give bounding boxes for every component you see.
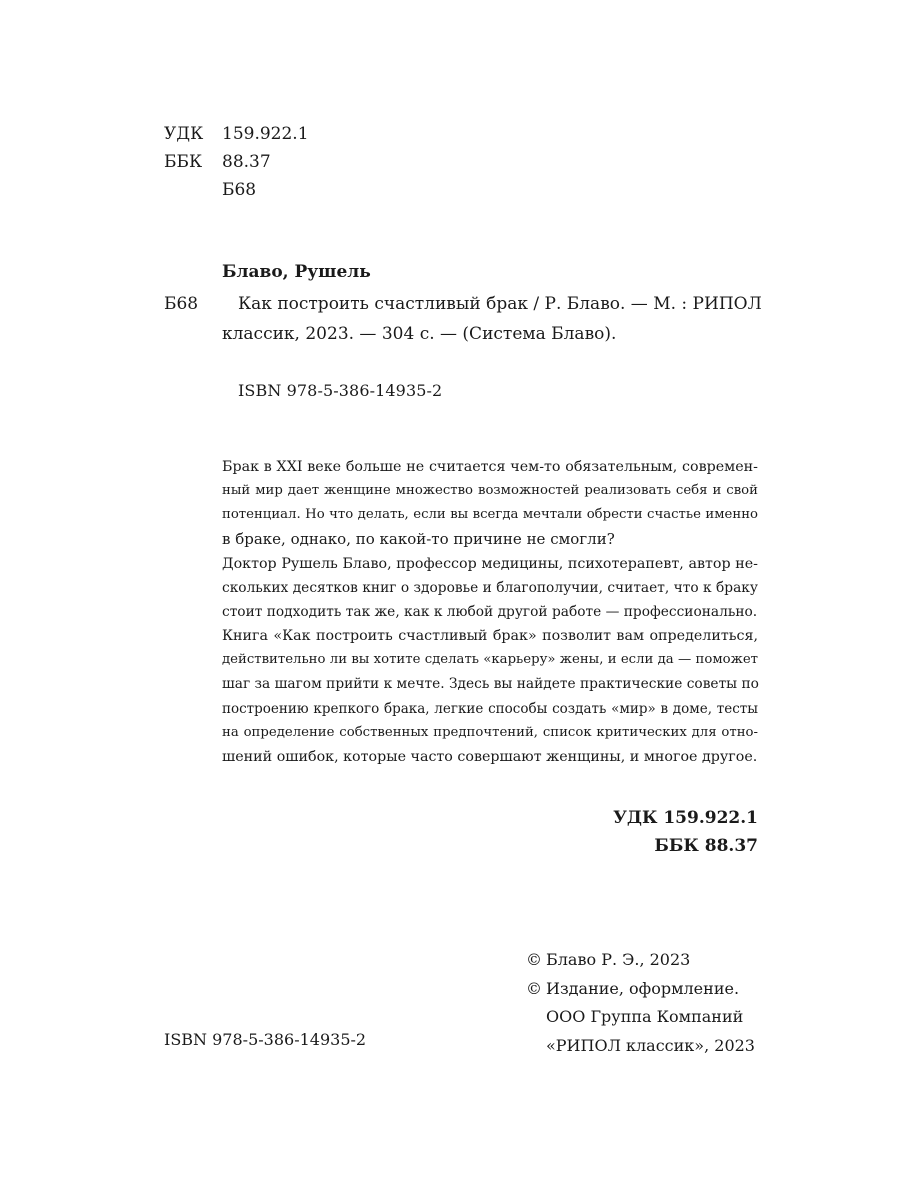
copyright-line-1: Блаво Р. Э., 2023 bbox=[546, 950, 691, 969]
annotation-line: потенциал. Но что делать, если вы всегда мечтали обрести счастье именно bbox=[222, 507, 758, 523]
annotation-line: на определение собственных предпочтений, список критических для отно- bbox=[222, 724, 758, 740]
copyright-line-3: ООО Группа Компаний bbox=[546, 1007, 744, 1026]
copyright-row-edition bbox=[526, 975, 755, 1004]
annotation-line: Доктор Рушель Блаво, профессор медицины, психотерапевт, автор не- bbox=[222, 555, 758, 572]
bib-line-2: классик, 2023. — 304 с. — (Система Блаво). bbox=[222, 324, 617, 344]
udk-right: УДК 159.922.1 bbox=[613, 808, 758, 828]
isbn-bottom: ISBN 978-5-386-14935-2 bbox=[164, 1030, 367, 1049]
bbk-right: ББК 88.37 bbox=[654, 836, 758, 856]
annotation-line: Книга «Как построить счастливый брак» позволит вам определиться, bbox=[222, 628, 758, 644]
annotation-line: стоит подходить так же, как к любой другой работе — профессионально. bbox=[222, 603, 758, 620]
annotation-line: шаг за шагом прийти к мечте. Здесь вы найдете практические советы по bbox=[222, 676, 759, 693]
copyright-icon: © bbox=[526, 978, 542, 998]
bib-author-mark: Б68 bbox=[164, 294, 199, 314]
copyright-icon: © bbox=[526, 950, 542, 969]
bib-line-1: Как построить счастливый брак / Р. Блаво. — М. : РИПОЛ bbox=[238, 294, 762, 314]
bbk-label: ББК bbox=[164, 152, 203, 172]
author-mark: Б68 bbox=[222, 180, 257, 200]
isbn-record: ISBN 978-5-386-14935-2 bbox=[238, 381, 443, 400]
copyright-row-author bbox=[526, 946, 755, 975]
copyright-block bbox=[526, 946, 755, 1060]
annotation-line: ный мир дает женщине множество возможностей реализовать себя и свой bbox=[222, 483, 758, 499]
annotation-line: действительно ли вы хотите сделать «карьеру» жены, и если да — поможет bbox=[222, 652, 758, 668]
copyright-line-4: «РИПОЛ классик», 2023 bbox=[546, 1035, 755, 1055]
annotation-line: скольких десятков книг о здоровье и благополучии, считает, что к браку bbox=[222, 579, 758, 596]
annotation-line: в браке, однако, по какой-то причине не смогли? bbox=[222, 530, 615, 549]
annotation-line: Брак в XXI веке больше не считается чем-то обязательным, современ- bbox=[222, 459, 758, 475]
udk-label: УДК bbox=[164, 124, 204, 144]
annotation-line: построению крепкого брака, легкие способы создать «мир» в доме, тесты bbox=[222, 700, 758, 717]
author-name: Блаво, Рушель bbox=[222, 262, 371, 282]
bbk-value: 88.37 bbox=[222, 152, 271, 172]
udk-value: 159.922.1 bbox=[222, 124, 309, 144]
annotation-line: шений ошибок, которые часто совершают женщины, и многое другое. bbox=[222, 748, 758, 765]
copyright-line-2: Издание, оформление. bbox=[546, 978, 740, 998]
